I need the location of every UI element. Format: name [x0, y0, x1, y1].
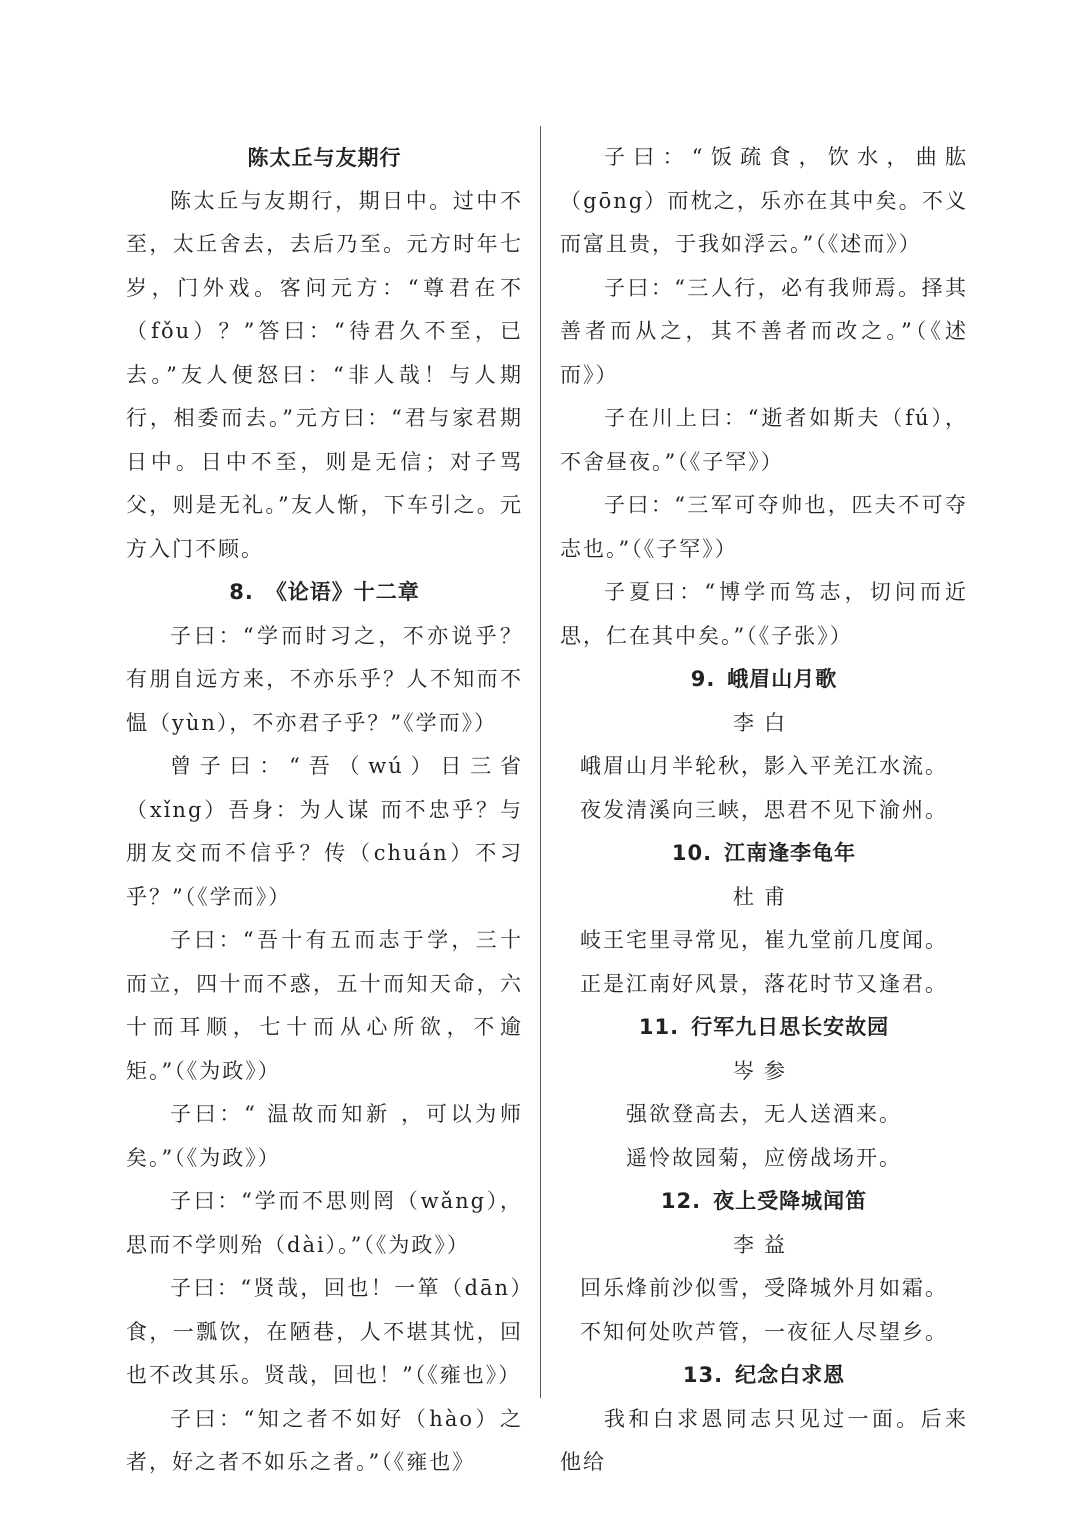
poem-title-text: 行军九日思长安故园	[691, 1015, 890, 1039]
essay-paragraph: 我和白求恩同志只见过一面。后来他给	[560, 1406, 968, 1474]
section-number: 13.	[682, 1363, 724, 1387]
poem-line: 回乐烽前沙似雪，受降城外月如霜。	[580, 1276, 948, 1300]
poem-author: 李白	[733, 710, 795, 735]
poem-title-text: 江南逢李龟年	[724, 841, 857, 865]
column-divider	[540, 126, 541, 1398]
poem-line: 遥怜故园菊，应傍战场开。	[626, 1145, 902, 1170]
section-number: 10.	[671, 841, 713, 865]
lunyu-paragraph: 子曰：“饭疏食，饮水，曲肱（gōng）而枕之，乐亦在其中矣。不义而富且贵，于我如浮云。”（《述而》）	[560, 145, 968, 256]
lunyu-paragraph: 子曰：“学而时习之，不亦说乎？有朋自远方来，不亦乐乎？人不知而不愠（yùn），不亦君子乎？”《学而》）	[126, 623, 523, 735]
left-column	[126, 136, 523, 1485]
section-number: 8.	[229, 580, 254, 604]
lunyu-paragraph: 子曰：“知之者不如好（hào）之者，好之者不如乐之者。”（《雍也》	[126, 1406, 523, 1474]
right-column	[560, 136, 968, 1485]
poem-line: 峨眉山月半轮秋，影入平羌江水流。	[580, 754, 948, 778]
lunyu-paragraph: 子曰：“三人行，必有我师焉。择其善者而从之，其不善者而改之。”（《述而》）	[560, 275, 968, 387]
section-number: 11.	[638, 1015, 680, 1039]
lunyu-paragraph: 子在川上曰：“逝者如斯夫（fú），不舍昼夜。”（《子罕》）	[560, 406, 968, 474]
lunyu-paragraph: 子夏曰：“博学而笃志，切问而近思，仁在其中矣。”（《子张》）	[560, 580, 968, 648]
section-number: 12.	[660, 1189, 702, 1213]
lunyu-paragraph: 子曰：“学而不思则罔（wǎng），思而不学则殆（dài）。”（《为政》）	[126, 1189, 523, 1257]
essay-title	[560, 1354, 968, 1398]
poem-title	[560, 658, 968, 702]
poem-author: 岑参	[733, 1058, 795, 1083]
poem-title	[560, 1180, 968, 1224]
poem-line: 岐王宅里寻常见，崔九堂前几度闻。	[580, 928, 948, 952]
essay-title-text: 纪念白求恩	[735, 1363, 846, 1387]
lunyu-paragraph: 子曰：“吾十有五而志于学，三十而立，四十而不惑，五十而知天命，六十而耳顺，七十而从心所欲，不逾矩。”（《为政》）	[126, 928, 523, 1083]
poem-title-text: 夜上受降城闻笛	[713, 1189, 868, 1213]
poem-line: 强欲登高去，无人送酒来。	[626, 1102, 902, 1126]
poem-line: 夜发清溪向三峡，思君不见下渝州。	[580, 797, 948, 822]
poem-title	[560, 832, 968, 876]
poem-author: 杜甫	[733, 884, 795, 909]
poem-line: 不知何处吹芦管，一夜征人尽望乡。	[580, 1319, 948, 1344]
section-title-text: 《论语》十二章	[265, 580, 420, 604]
poem-title-text: 峨眉山月歌	[727, 667, 838, 691]
story-title: 陈太丘与友期行	[247, 145, 402, 170]
lunyu-paragraph: 子曰：“ 温故而知新 ，可以为师矣。”（《为政》）	[126, 1102, 523, 1170]
lunyu-paragraph: 子曰：“三军可夺帅也，匹夫不可夺志也。”（《子罕》）	[560, 493, 968, 561]
lunyu-paragraph: 曾子曰：“吾（wú）日三省（xǐng）吾身：为人谋 而不忠乎？与朋友交而不信乎？传（chuán）不习乎？”（《学而》）	[126, 754, 523, 909]
story-paragraph: 陈太丘与友期行，期日中。过中不至，太丘舍去，去后乃至。元方时年七岁，门外戏。客问元方：“尊君在不（fǒu）？”答曰：“待君久不至，已去。”友人便怒曰：“非人哉！与人期行，相委而去。”元方曰：“君与家君期日中。日中不至，则是无信；对子骂父，则是无礼。”友人惭，下车引之。元方入门不顾。	[126, 188, 523, 561]
poem-line: 正是江南好风景，落花时节又逢君。	[580, 971, 948, 996]
lunyu-paragraph: 子曰：“贤哉，回也！一箪（dān）食，一瓢饮，在陋巷，人不堪其忧，回也不改其乐。贤哉，回也！”（《雍也》）	[126, 1276, 523, 1387]
section-number: 9.	[690, 667, 716, 691]
poem-title	[560, 1006, 968, 1050]
section-title-lunyu	[126, 571, 523, 615]
poem-author: 李益	[733, 1232, 795, 1257]
